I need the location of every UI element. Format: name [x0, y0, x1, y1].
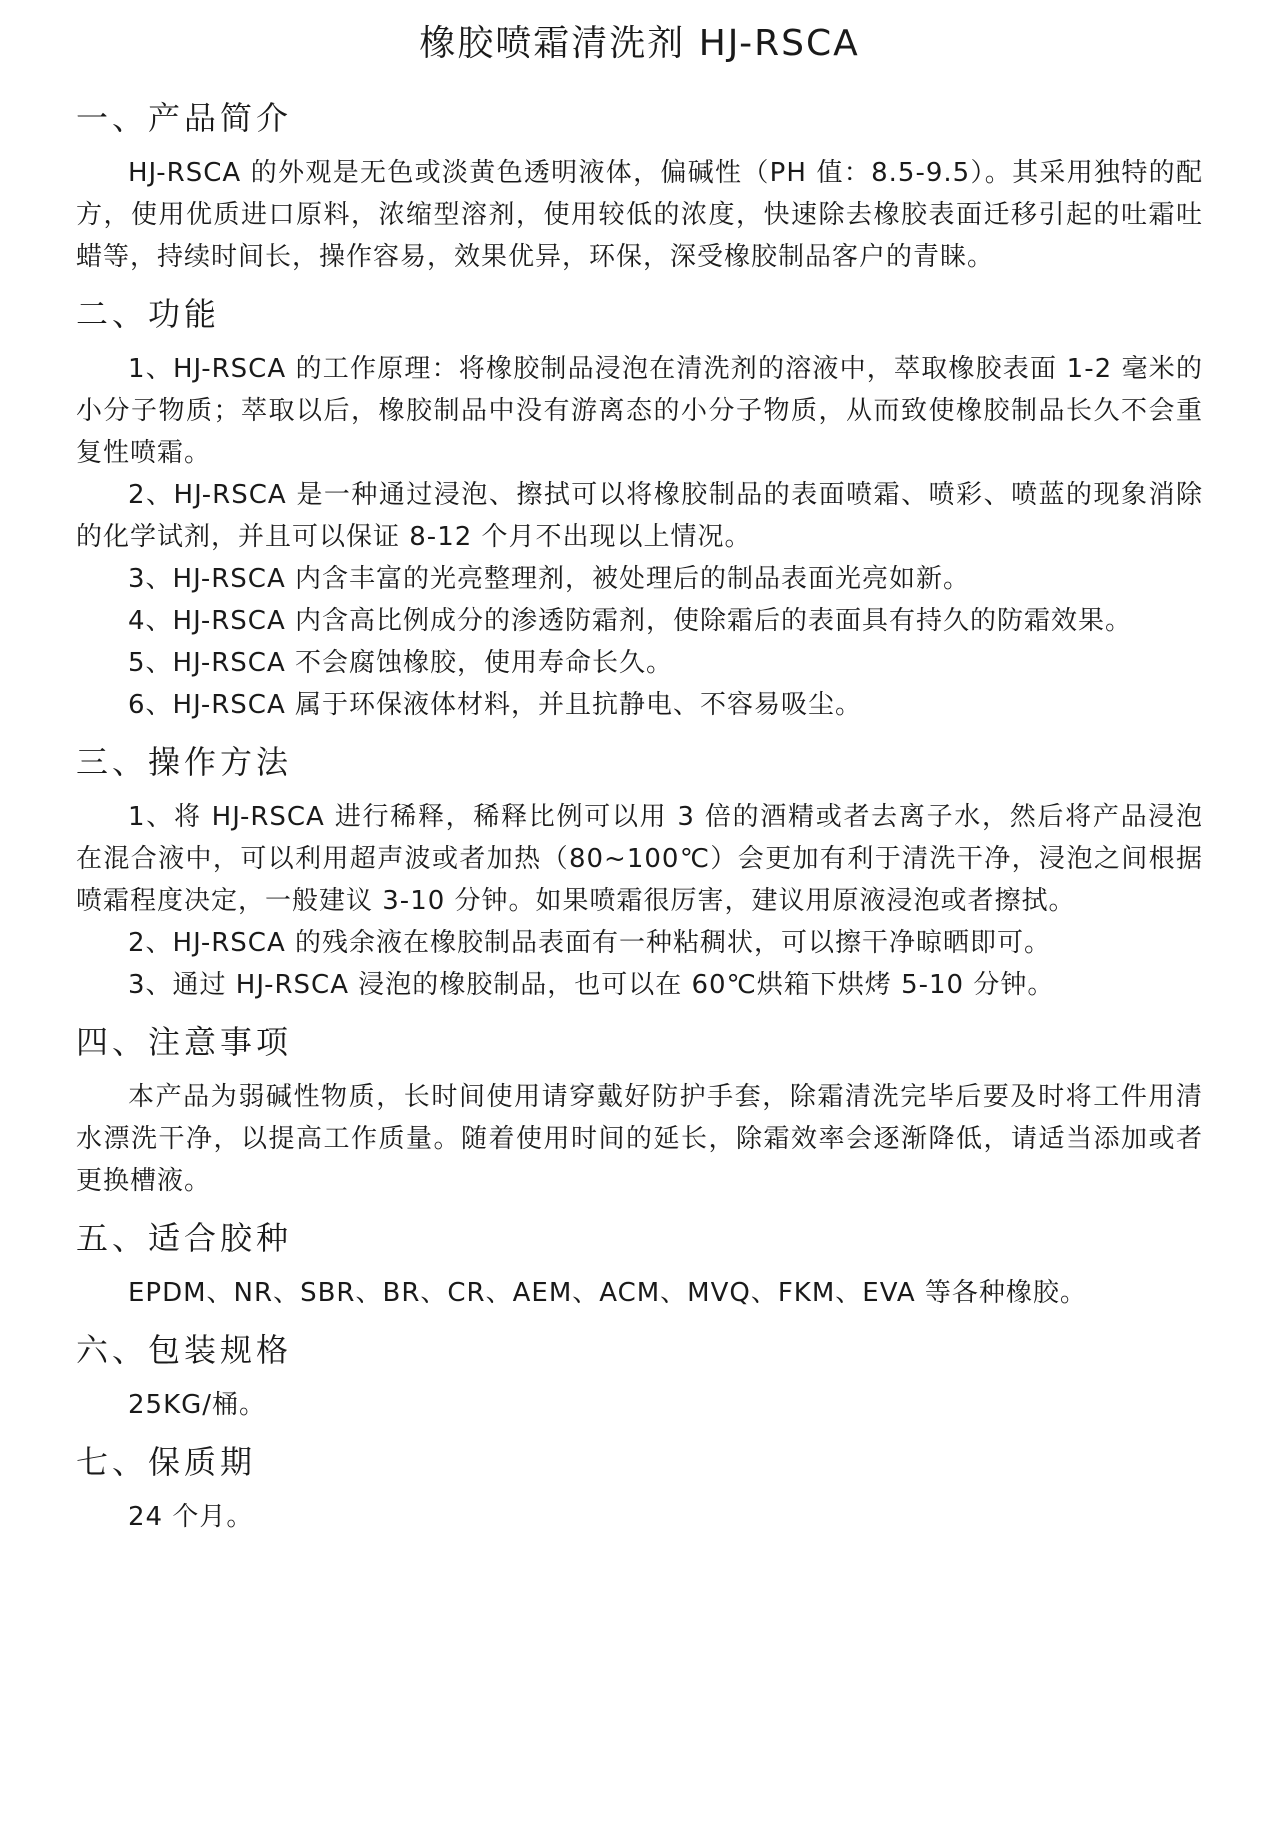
section-heading: 四、注意事项 — [76, 1023, 293, 1061]
section-paragraph: 6、HJ-RSCA 属于环保液体材料，并且抗静电、不容易吸尘。 — [128, 690, 862, 720]
section-heading: 三、操作方法 — [76, 743, 293, 781]
section-paragraph: 4、HJ-RSCA 内含高比例成分的渗透防霜剂，使除霜后的表面具有持久的防霜效果。 — [128, 606, 1132, 636]
section-1 — [76, 96, 1203, 278]
section-paragraph: 本产品为弱碱性物质，长时间使用请穿戴好防护手套，除霜清洗完毕后要及时将工件用清水漂洗干净，以提高工作质量。随着使用时间的延长，除霜效率会逐渐降低，请适当添加或者更换槽液。 — [76, 1082, 1203, 1196]
section-paragraph: 1、将 HJ-RSCA 进行稀释，稀释比例可以用 3 倍的酒精或者去离子水，然后将产品浸泡在混合液中，可以利用超声波或者加热（80~100℃）会更加有利于清洗干净，浸泡之间根据喷霜程度决定，一般建议 3-10 分钟。如果喷霜很厉害，建议用原液浸泡或者擦拭。 — [76, 802, 1203, 916]
section-paragraph: 2、HJ-RSCA 的残余液在橡胶制品表面有一种粘稠状，可以擦干净晾晒即可。 — [128, 928, 1051, 958]
document-title: 橡胶喷霜清洗剂 HJ-RSCA — [419, 23, 860, 64]
section-paragraph: 24 个月。 — [128, 1502, 254, 1532]
section-2 — [76, 292, 1203, 726]
section-paragraph: 3、通过 HJ-RSCA 浸泡的橡胶制品，也可以在 60℃烘箱下烘烤 5-10 分钟。 — [128, 970, 1055, 1000]
section-heading: 一、产品简介 — [76, 99, 293, 137]
section-paragraph: 5、HJ-RSCA 不会腐蚀橡胶，使用寿命长久。 — [128, 648, 673, 678]
section-paragraph: 2、HJ-RSCA 是一种通过浸泡、擦拭可以将橡胶制品的表面喷霜、喷彩、喷蓝的现象消除的化学试剂，并且可以保证 8-12 个月不出现以上情况。 — [76, 480, 1203, 552]
section-paragraph: 25KG/桶。 — [128, 1390, 267, 1420]
section-6 — [76, 1328, 1203, 1426]
section-heading: 六、包装规格 — [76, 1331, 293, 1369]
section-heading: 二、功能 — [76, 295, 221, 333]
section-3 — [76, 740, 1203, 1006]
section-heading: 七、保质期 — [76, 1443, 257, 1481]
section-paragraph: 3、HJ-RSCA 内含丰富的光亮整理剂，被处理后的制品表面光亮如新。 — [128, 564, 970, 594]
section-4 — [76, 1020, 1203, 1202]
section-paragraph: 1、HJ-RSCA 的工作原理：将橡胶制品浸泡在清洗剂的溶液中，萃取橡胶表面 1-2 毫米的小分子物质；萃取以后，橡胶制品中没有游离态的小分子物质，从而致使橡胶制品长久不会重复性喷霜。 — [76, 354, 1203, 468]
section-heading: 五、适合胶种 — [76, 1219, 293, 1257]
section-paragraph: EPDM、NR、SBR、BR、CR、AEM、ACM、MVQ、FKM、EVA 等各种橡胶。 — [128, 1278, 1087, 1308]
document-body — [76, 96, 1203, 1538]
section-7 — [76, 1440, 1203, 1538]
section-paragraph: HJ-RSCA 的外观是无色或淡黄色透明液体，偏碱性（PH 值：8.5-9.5）。其采用独特的配方，使用优质进口原料，浓缩型溶剂，使用较低的浓度，快速除去橡胶表面迁移引起的吐霜吐蜡等，持续时间长，操作容易，效果优异，环保，深受橡胶制品客户的青睐。 — [76, 158, 1203, 272]
section-5 — [76, 1216, 1203, 1314]
